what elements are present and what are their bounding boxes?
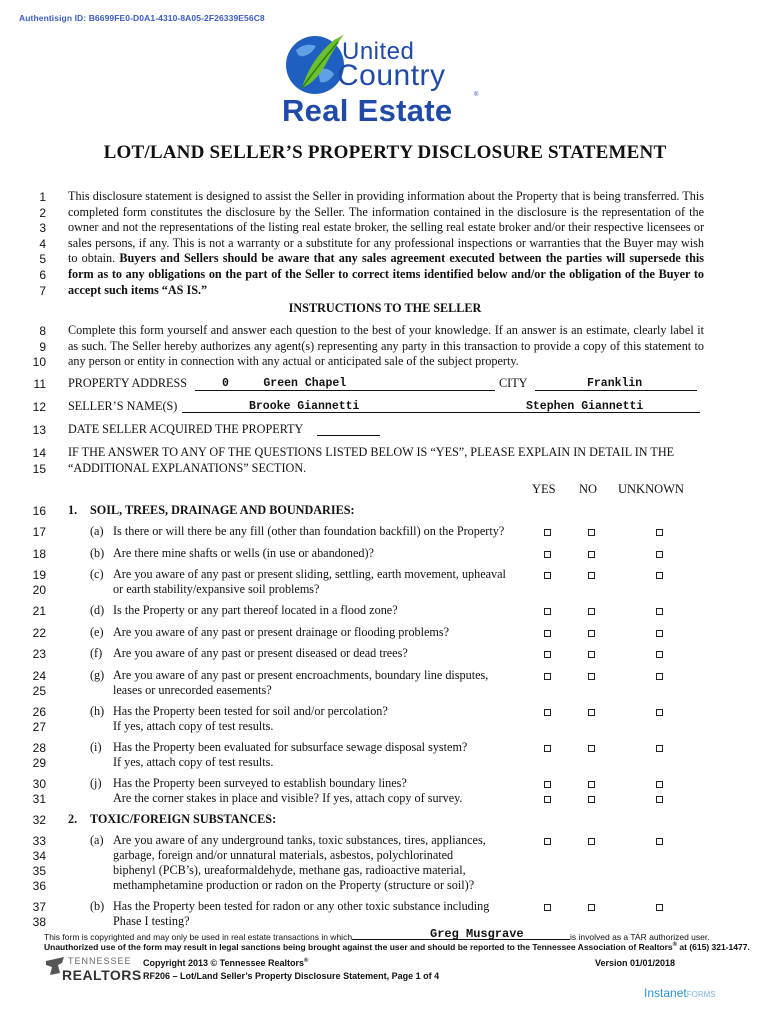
q1c-unknown-checkbox[interactable] — [656, 572, 663, 579]
copyright-text: Copyright 2013 © Tennessee Realtors — [143, 958, 305, 968]
city-line — [535, 390, 697, 391]
question-text: Is the Property or any part thereof located in a flood zone? — [113, 603, 398, 617]
question-letter: (i) — [90, 740, 102, 754]
unauthorized-use-warning — [44, 942, 750, 952]
warning-text: Unauthorized use of the form may result in legal sanctions being brought against the user and should be reported to the Tennessee Association of Realtors — [44, 942, 673, 952]
q1j2-yes-checkbox[interactable] — [544, 796, 551, 803]
q1h-unknown-checkbox[interactable] — [656, 709, 663, 716]
question-text: Are the corner stakes in place and visible? If yes, attach copy of survey. — [113, 791, 463, 805]
q1i-unknown-checkbox[interactable] — [656, 745, 663, 752]
line-number: 6 — [39, 268, 46, 282]
q2a-unknown-checkbox[interactable] — [656, 838, 663, 845]
question-text: Are you aware of any past or present drainage or flooding problems? — [113, 625, 450, 639]
question-letter: (h) — [90, 704, 105, 718]
q1g-no-checkbox[interactable] — [588, 673, 595, 680]
tennessee-realtors-line1: TENNESSEE — [68, 956, 132, 966]
question-text: Has the Property been tested for soil and/or percolation? — [113, 704, 388, 718]
question-text: Is there or will there be any fill (other than foundation backfill) on the Property? — [113, 524, 505, 538]
question-text: Are there mine shafts or wells (in use or abandoned)? — [113, 546, 374, 560]
line-number: 24 — [32, 669, 46, 683]
q1a-no-checkbox[interactable] — [588, 529, 595, 536]
question-text: methamphetamine production or radon on the Property (structure or soil)? — [113, 878, 475, 892]
line-number: 29 — [32, 756, 46, 770]
q1j2-unknown-checkbox[interactable] — [656, 796, 663, 803]
line-number: 3 — [39, 221, 46, 236]
explain-line-1: IF THE ANSWER TO ANY OF THE QUESTIONS LISTED BELOW IS “YES”, PLEASE EXPLAIN IN DETAIL IN THE — [68, 445, 675, 459]
line-number: 17 — [32, 525, 46, 539]
intro-text: This disclosure statement is designed to assist the Seller in providing information about the Property that is being transferred. This completed form constitutes the disclosure by the Seller. The information contained in the disclosure is the representation of the owner and not the representations of the listing real estate broker, the selling real estate broker and/or their respective licensees or sales persons, if any. This is not a warranty or a substitute for any professional inspections or warranties that the Buyer may wish to obtain. — [68, 189, 704, 266]
line-number: 8 — [39, 324, 46, 338]
intro-bold-text: Buyers and Sellers should be aware that any sales agreement executed between the parties will supersede this form as to any obligations on the part of the Seller to correct items identified below and/or the obligation of the Buyer to accept such items “AS IS.” — [68, 251, 704, 297]
question-letter: (a) — [90, 524, 104, 538]
line-number: 30 — [32, 777, 46, 791]
q1i-no-checkbox[interactable] — [588, 745, 595, 752]
line-number: 4 — [39, 236, 46, 251]
section-1-number: 1. — [68, 503, 78, 517]
line-number: 36 — [32, 879, 46, 893]
question-text: Phase I testing? — [113, 914, 190, 928]
property-address-line — [195, 390, 495, 391]
q1e-unknown-checkbox[interactable] — [656, 630, 663, 637]
date-acquired-line[interactable] — [317, 435, 380, 436]
question-text: Are you aware of any underground tanks, toxic substances, tires, appliances, — [113, 833, 486, 847]
q1b-unknown-checkbox[interactable] — [656, 551, 663, 558]
line-number: 12 — [32, 400, 46, 414]
instructions-heading: INSTRUCTIONS TO THE SELLER — [288, 301, 482, 315]
question-text: Has the Property been tested for radon or any other toxic substance including — [113, 899, 490, 913]
tennessee-realtors-line2: REALTORS — [62, 967, 142, 983]
instructions-paragraph: Complete this form yourself and answer each question to the best of your knowledge. If an answer is an estimate, clearly label it as such. The Seller hereby authorizes any agent(s) representing any party in this transaction to provide a copy of this statement to any person or entity in connection with any actual or anticipated sale of the subject property. — [68, 323, 704, 369]
question-letter: (f) — [90, 646, 103, 660]
section-2-title: TOXIC/FOREIGN SUBSTANCES: — [90, 812, 277, 826]
line-number: 21 — [32, 604, 46, 618]
line-number: 32 — [32, 813, 46, 827]
question-text: garbage, foreign and/or unnatural materials, asbestos, polychlorinated — [113, 848, 454, 862]
line-number: 37 — [32, 900, 46, 914]
question-letter: (d) — [90, 603, 105, 617]
form-version: Version 01/01/2018 — [595, 958, 676, 968]
question-text: Has the Property been evaluated for subsurface sewage disposal system? — [113, 740, 468, 754]
property-address-label: PROPERTY ADDRESS — [68, 376, 188, 390]
question-letter: (c) — [90, 567, 104, 581]
seller-1-value[interactable]: Brooke Giannetti — [249, 400, 360, 413]
line-number: 28 — [32, 741, 46, 755]
q2b-no-checkbox[interactable] — [588, 904, 595, 911]
q1d-yes-checkbox[interactable] — [544, 608, 551, 615]
q1a-unknown-checkbox[interactable] — [656, 529, 663, 536]
line-number: 18 — [32, 547, 46, 561]
q1f-yes-checkbox[interactable] — [544, 651, 551, 658]
question-letter: (j) — [90, 776, 102, 790]
city-value[interactable]: Franklin — [587, 377, 643, 390]
question-text: Has the Property been surveyed to establish boundary lines? — [113, 776, 407, 790]
q2b-yes-checkbox[interactable] — [544, 904, 551, 911]
warning-phone: at (615) 321-1477. — [677, 942, 750, 952]
q1f-no-checkbox[interactable] — [588, 651, 595, 658]
q1g-unknown-checkbox[interactable] — [656, 673, 663, 680]
question-text: If yes, attach copy of test results. — [113, 755, 274, 769]
q1c-yes-checkbox[interactable] — [544, 572, 551, 579]
city-label: CITY — [499, 376, 528, 390]
explain-line-2: “ADDITIONAL EXPLANATIONS” SECTION. — [68, 460, 307, 475]
property-address-value[interactable]: 0 Green Chapel — [222, 377, 347, 390]
line-number: 14 — [32, 446, 46, 460]
q1c-no-checkbox[interactable] — [588, 572, 595, 579]
q1h-no-checkbox[interactable] — [588, 709, 595, 716]
copyright-prefix: This form is copyrighted and may only be used in real estate transactions in which — [44, 932, 353, 942]
form-name: RF206 – Lot/Land Seller’s Property Disclosure Statement, Page 1 of 4 — [143, 971, 440, 981]
line-number: 16 — [32, 504, 46, 518]
intro-paragraph — [68, 189, 704, 298]
q1b-yes-checkbox[interactable] — [544, 551, 551, 558]
line-number: 22 — [32, 626, 46, 640]
logo-registered-mark: ® — [474, 92, 479, 98]
line-number: 23 — [32, 647, 46, 661]
date-acquired-label: DATE SELLER ACQUIRED THE PROPERTY — [68, 422, 304, 436]
q1f-unknown-checkbox[interactable] — [656, 651, 663, 658]
question-text: Are you aware of any past or present encroachments, boundary line disputes, — [113, 668, 489, 682]
line-number: 1 — [39, 190, 46, 204]
q1d-no-checkbox[interactable] — [588, 608, 595, 615]
line-number: 25 — [32, 684, 46, 698]
q1e-yes-checkbox[interactable] — [544, 630, 551, 637]
sellers-name-label: SELLER’S NAME(S) — [68, 399, 178, 413]
question-letter: (e) — [90, 625, 104, 639]
section-1-title: SOIL, TREES, DRAINAGE AND BOUNDARIES: — [90, 503, 355, 517]
line-number: 38 — [32, 915, 46, 929]
column-yes: YES — [532, 482, 556, 496]
logo-real-estate: Real Estate — [282, 93, 453, 128]
instanet-text: Instanet — [644, 986, 687, 1000]
question-letter: (b) — [90, 546, 105, 560]
question-text: leases or unrecorded easements? — [113, 683, 272, 697]
q2b-unknown-checkbox[interactable] — [656, 904, 663, 911]
q1j1-yes-checkbox[interactable] — [544, 781, 551, 788]
logo-country: Country — [337, 59, 446, 92]
section-2-number: 2. — [68, 812, 78, 826]
line-number: 19 — [32, 568, 46, 582]
line-number: 20 — [32, 583, 46, 597]
q1d-unknown-checkbox[interactable] — [656, 608, 663, 615]
question-text: Are you aware of any past or present diseased or dead trees? — [113, 646, 408, 660]
copyright-notice — [44, 931, 710, 942]
q1b-no-checkbox[interactable] — [588, 551, 595, 558]
question-letter: (g) — [90, 668, 105, 682]
question-text: Are you aware of any past or present sliding, settling, earth movement, upheaval — [113, 567, 506, 581]
line-number: 11 — [33, 377, 46, 391]
q1j1-unknown-checkbox[interactable] — [656, 781, 663, 788]
q1e-no-checkbox[interactable] — [588, 630, 595, 637]
q1g-yes-checkbox[interactable] — [544, 673, 551, 680]
line-number: 26 — [32, 705, 46, 719]
seller-2-value[interactable]: Stephen Giannetti — [526, 400, 644, 413]
q1h-yes-checkbox[interactable] — [544, 709, 551, 716]
question-letter: (a) — [90, 833, 104, 847]
united-country-logo — [282, 30, 492, 130]
question-text: or earth stability/expansive soil problems? — [113, 582, 320, 596]
line-number: 27 — [32, 720, 46, 734]
authentisign-id: Authentisign ID: B6699FE0-D0A1-4310-8A05-2F26339E56C8 — [19, 13, 265, 23]
authorized-agent-name: Greg Musgrave — [430, 927, 524, 941]
line-number: 5 — [39, 252, 46, 267]
line-number: 13 — [32, 423, 46, 437]
q1i-yes-checkbox[interactable] — [544, 745, 551, 752]
line-number: 2 — [39, 205, 46, 220]
column-no: NO — [579, 482, 598, 496]
q1a-yes-checkbox[interactable] — [544, 529, 551, 536]
line-number: 7 — [39, 283, 46, 298]
copyright-suffix: is involved as a TAR authorized user. — [570, 932, 710, 942]
question-text: If yes, attach copy of test results. — [113, 719, 274, 733]
instanet-forms-logo — [644, 986, 716, 1000]
column-unknown: UNKNOWN — [618, 482, 684, 496]
question-text: biphenyl (PCB’s), ureaformaldehyde, methane gas, radioactive material, — [113, 863, 466, 877]
line-number: 15 — [32, 461, 46, 476]
line-number: 34 — [32, 849, 46, 863]
warning-registered: ® — [672, 942, 678, 949]
q2a-yes-checkbox[interactable] — [544, 838, 551, 845]
line-number: 31 — [32, 792, 46, 806]
page-title: LOT/LAND SELLER’S PROPERTY DISCLOSURE STATEMENT — [103, 142, 667, 163]
copyright-registered: ® — [304, 958, 309, 964]
line-number: 9 — [39, 339, 46, 354]
copyright-line — [143, 958, 308, 968]
q2a-no-checkbox[interactable] — [588, 838, 595, 845]
line-number: 10 — [32, 355, 46, 370]
instanet-forms-text: FORMS — [686, 990, 716, 999]
q1j1-no-checkbox[interactable] — [588, 781, 595, 788]
line-number: 35 — [32, 864, 46, 878]
logo-united: United — [342, 38, 415, 65]
line-number: 33 — [32, 834, 46, 848]
question-letter: (b) — [90, 899, 105, 913]
q1j2-no-checkbox[interactable] — [588, 796, 595, 803]
